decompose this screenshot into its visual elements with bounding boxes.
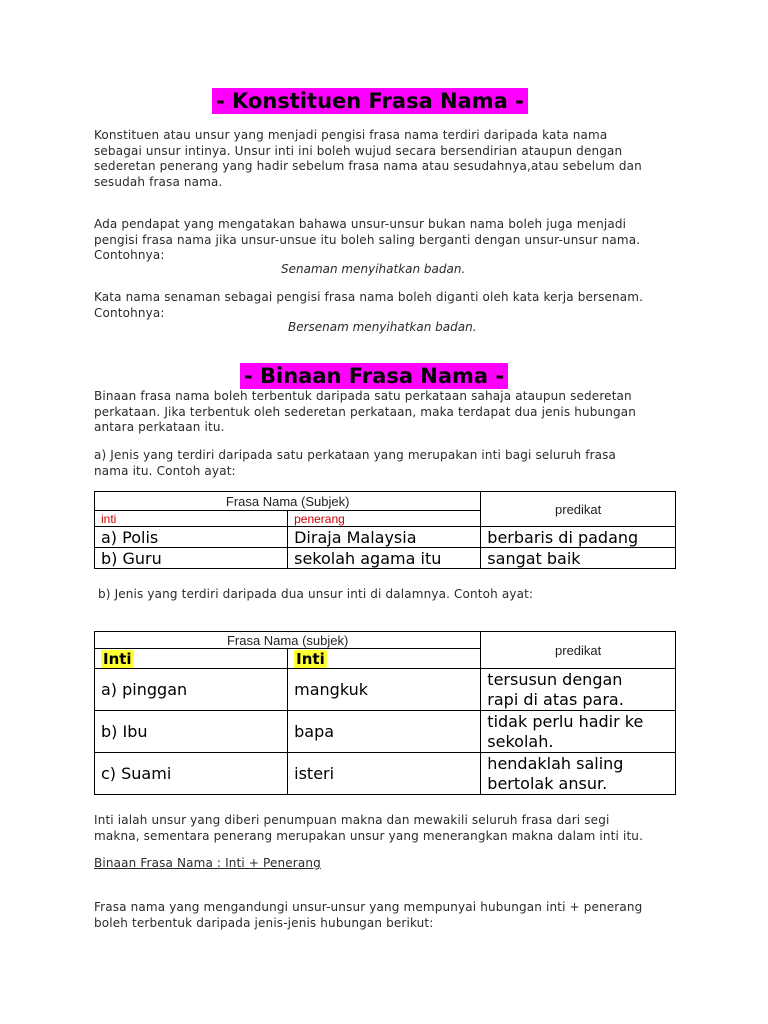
text-line: a) Jenis yang terdiri daripada satu perkataan yang merupakan inti bagi seluruh frasa	[94, 448, 617, 462]
table-row	[95, 711, 676, 753]
highlight-inti: Inti	[103, 650, 132, 668]
predikat-line: hendaklah saling	[487, 753, 624, 773]
column-label-penerang: penerang	[288, 511, 481, 527]
text-line: antara perkataan itu.	[94, 420, 225, 434]
paragraph-inti-definition	[94, 813, 684, 844]
table-row	[95, 548, 676, 569]
text-line: Frasa nama yang mengandungi unsur-unsur yang mempunyai hubungan inti + penerang	[94, 900, 643, 914]
text-line: b) Jenis yang terdiri daripada dua unsur inti di dalamnya. Contoh ayat:	[98, 587, 534, 601]
example-sentence-1: Senaman menyihatkan badan.	[281, 262, 466, 276]
paragraph-jenis-a	[94, 448, 684, 479]
paragraph-binaan-intro	[94, 389, 684, 436]
predikat-line: bertolak ansur.	[487, 773, 608, 793]
cell-inti-1: c) Suami	[95, 753, 288, 795]
cell-predikat: berbaris di padang	[481, 527, 676, 548]
predikat-line: rapi di atas para.	[487, 689, 624, 709]
text-line: pengisi frasa nama jika unsur-unsue itu boleh saling berganti dengan unsur-unsur nama.	[94, 232, 641, 247]
predikat-line: sekolah.	[487, 731, 554, 751]
text-line: Binaan frasa nama boleh terbentuk daripada satu perkataan sahaja ataupun sederetan	[94, 389, 632, 403]
text-line: makna, sementara penerang merupakan unsur yang menerangkan makna dalam inti itu.	[94, 828, 644, 843]
cell-inti: b) Guru	[95, 548, 288, 569]
cell-inti: a) Polis	[95, 527, 288, 548]
table-frasa-nama-penerang	[94, 491, 676, 569]
cell-inti-2: mangkuk	[288, 669, 481, 711]
table-frasa-nama-inti-inti	[94, 631, 676, 795]
text-line: Contohnya:	[94, 248, 165, 262]
table-row	[95, 753, 676, 795]
column-label-inti-2	[288, 649, 481, 669]
cell-predikat	[481, 711, 676, 753]
text-line: Kata nama senaman sebagai pengisi frasa nama boleh diganti oleh kata kerja bersenam.	[94, 290, 644, 304]
text-line: sebagai unsur intinya. Unsur inti ini boleh wujud secara bersendirian ataupun dengan	[94, 143, 623, 158]
table-row	[95, 527, 676, 548]
cell-inti-2: isteri	[288, 753, 481, 795]
cell-predikat	[481, 669, 676, 711]
table-header-frasa-nama: Frasa Nama (Subjek)	[95, 492, 481, 511]
text-line: Konstituen atau unsur yang menjadi pengisi frasa nama terdiri daripada kata nama	[94, 128, 608, 142]
cell-predikat: sangat baik	[481, 548, 676, 569]
cell-inti-2: bapa	[288, 711, 481, 753]
text-line: sesudah frasa nama.	[94, 174, 223, 189]
text-line: perkataan. Jika terbentuk oleh sederetan perkataan, maka terdapat dua jenis hubungan	[94, 404, 637, 419]
paragraph-hubungan	[94, 900, 684, 931]
example-sentence-2: Bersenam menyihatkan badan.	[288, 320, 477, 334]
cell-penerang: sekolah agama itu	[288, 548, 481, 569]
table-row	[95, 669, 676, 711]
section-title-binaan: - Binaan Frasa Nama -	[240, 363, 508, 389]
text-line: boleh terbentuk daripada jenis-jenis hubungan berikut:	[94, 915, 434, 930]
cell-inti-1: a) pinggan	[95, 669, 288, 711]
section-title-konstituen: - Konstituen Frasa Nama -	[212, 88, 528, 114]
cell-predikat	[481, 753, 676, 795]
predikat-line: tersusun dengan	[487, 669, 623, 689]
paragraph-pendapat	[94, 217, 684, 264]
column-label-inti-1	[95, 649, 288, 669]
cell-penerang: Diraja Malaysia	[288, 527, 481, 548]
text-line: sederetan penerang yang hadir sebelum frasa nama atau sesudahnya,atau sebelum dan	[94, 159, 642, 173]
text-line: Inti ialah unsur yang diberi penumpuan makna dan mewakili seluruh frasa dari segi	[94, 813, 610, 827]
text-line: Contohnya:	[94, 305, 165, 320]
highlight-inti: Inti	[296, 650, 325, 668]
table-header-predikat: predikat	[481, 492, 676, 527]
text-line: Ada pendapat yang mengatakan bahawa unsur-unsur bukan nama boleh juga menjadi	[94, 217, 627, 231]
text-line: nama itu. Contoh ayat:	[94, 463, 236, 478]
paragraph-konstituen-intro	[94, 128, 684, 190]
table-header-predikat: predikat	[481, 632, 676, 669]
subheading-inti-penerang: Binaan Frasa Nama : Inti + Penerang	[94, 856, 321, 870]
table-header-frasa-nama: Frasa Nama (subjek)	[95, 632, 481, 649]
predikat-line: tidak perlu hadir ke	[487, 711, 644, 731]
cell-inti-1: b) Ibu	[95, 711, 288, 753]
paragraph-jenis-b	[98, 587, 688, 603]
paragraph-kata-nama-senaman	[94, 290, 684, 321]
column-label-inti: inti	[95, 511, 288, 527]
